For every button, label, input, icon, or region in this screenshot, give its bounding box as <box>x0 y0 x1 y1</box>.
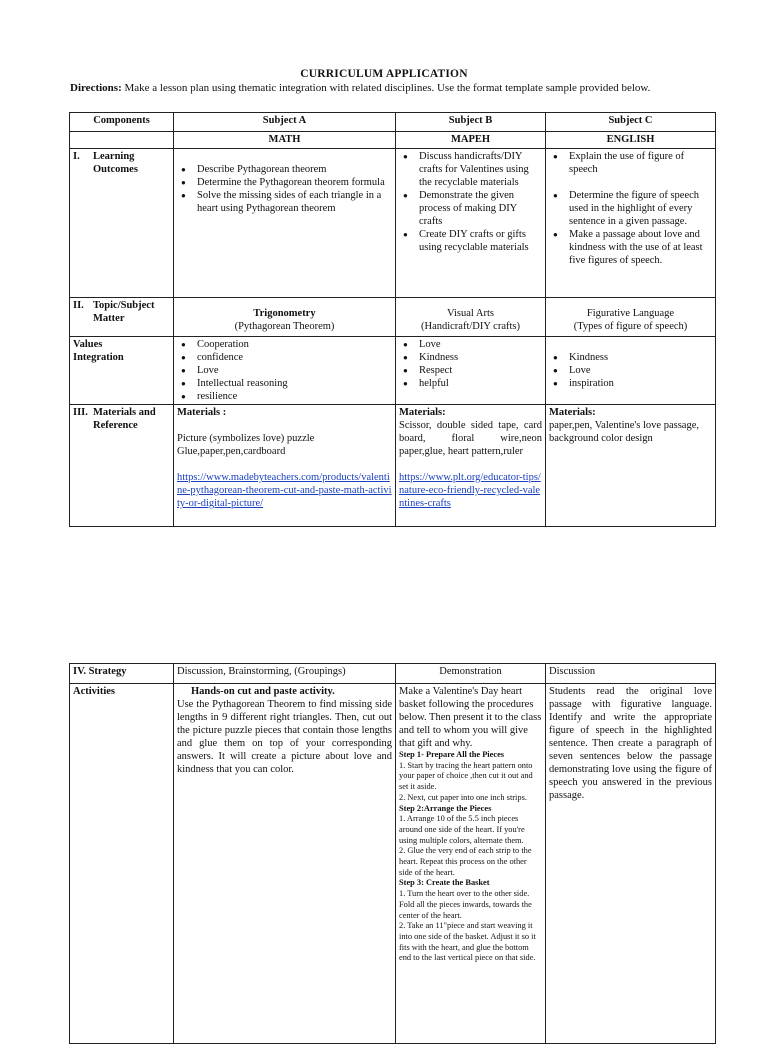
list-item: ● Intellectual reasoning <box>197 377 392 390</box>
activities-mapeh-intro: Make a Valentine's Day heart basket following the procedures below. Then present it to the class and tell to whom you will give that gift and why. <box>399 686 542 749</box>
activities-english <box>546 684 716 1044</box>
materials-math <box>174 405 396 527</box>
topic-math <box>174 298 396 337</box>
materials-english <box>546 405 716 527</box>
topic-mapeh-title: Visual Arts <box>447 308 494 319</box>
activities-math-heading: Hands-on cut and paste activity. <box>191 686 335 697</box>
subject-b-name: MAPEH <box>396 132 546 149</box>
activities-mapeh-steps <box>399 750 542 964</box>
list-item: ● inspiration <box>569 377 712 390</box>
step-heading: Step 3: Create the Basket <box>399 878 490 888</box>
subject-a-name: MATH <box>174 132 396 149</box>
directions-label: Directions: <box>70 82 122 94</box>
topic-english <box>546 298 716 337</box>
step-text: 1. Turn the heart over to the other side. Fold all the pieces inwards, towards the center of the heart. <box>399 889 532 920</box>
outcomes-mapeh-list <box>399 150 542 254</box>
values-english <box>546 337 716 405</box>
list-item: ● Discuss handicrafts/DIY crafts for Valentines using the recyclable materials <box>419 150 542 189</box>
header-subject-a: Subject A <box>174 113 396 132</box>
list-item: ● resilience <box>197 390 392 403</box>
list-item: ● Determine the figure of speech used in the highlight of every sentence in a given passage. <box>569 189 712 228</box>
strategy-mapeh: Demonstration <box>396 664 546 684</box>
materials-math-text-1: Picture (symbolizes love) puzzle <box>177 433 315 444</box>
document-title: CURRICULUM APPLICATION <box>300 68 468 80</box>
outcomes-english <box>546 149 716 298</box>
list-item: ● Love <box>197 364 392 377</box>
materials-mapeh-text: Scissor, double sided tape, card board, floral wire,neon paper,glue, heart pattern,ruler <box>399 420 542 457</box>
topic-mapeh-subtitle: (Handicraft/DIY crafts) <box>420 321 521 332</box>
activities-math-text: Use the Pythagorean Theorem to find missing side lengths in 9 different right triangles. Then, cut out the picture puzzle pieces that contain those lengths and glue them on top of your corresponding answers. It will create a picture about love and kindness that you can color. <box>177 699 392 775</box>
materials-mapeh-heading: Materials: <box>399 407 446 418</box>
values-mapeh-list <box>399 338 542 390</box>
values-math <box>174 337 396 405</box>
topic-mapeh <box>396 298 546 337</box>
step-text: 2. Glue the very end of each strip to the heart. Repeat this process on the other side of the heart. <box>399 846 532 877</box>
header-subject-b: Subject B <box>396 113 546 132</box>
row-label-strategy: IV. Strategy <box>70 664 174 684</box>
list-item: ● Kindness <box>569 351 712 364</box>
values-mapeh <box>396 337 546 405</box>
list-item: ● Cooperation <box>197 338 392 351</box>
list-item: ● Create DIY crafts or gifts using recyclable materials <box>419 228 542 254</box>
values-math-list <box>177 338 392 403</box>
activities-mapeh <box>396 684 546 1044</box>
row-label-activities: Activities <box>70 684 174 1044</box>
list-item: ● Explain the use of figure of speech <box>569 150 712 176</box>
list-item: ● Describe Pythagorean theorem <box>197 163 392 176</box>
materials-math-heading: Materials : <box>177 407 227 418</box>
activities-english-text: Students read the original love passage with figurative language. Identify and write the appropriate figure of speech in the highlighted sentence. Then create a paragraph of seven sentences below the passage demonstrating love using the figure of speech you answered in the previous passage. <box>549 686 712 801</box>
materials-math-link[interactable]: https://www.madebyteachers.com/products/valentine-pythagorean-theorem-cut-and-paste-math-activity-or-digital-picture/ <box>177 472 392 509</box>
header-subject-c: Subject C <box>546 113 716 132</box>
topic-english-subtitle: (Types of figure of speech) <box>573 321 688 332</box>
outcomes-english-list-2 <box>549 189 712 267</box>
row-label-values: Values Integration <box>70 337 174 405</box>
topic-math-title: Trigonometry <box>253 308 316 319</box>
step-heading: Step 2:Arrange the Pieces <box>399 803 492 813</box>
step-text: 1. Arrange 10 of the 5.5 inch pieces around one side of the heart. If you're using multiple colors, alternate them. <box>399 814 525 845</box>
list-item: ● helpful <box>419 377 542 390</box>
step-text: 1. Start by tracing the heart pattern onto your paper of choice ,then cut it out and set it aside. <box>399 760 533 792</box>
step-heading: Step 1- Prepare All the Pieces <box>399 750 505 759</box>
list-item: ● Love <box>569 364 712 377</box>
header-blank-cell <box>70 132 174 149</box>
list-item: ● Demonstrate the given process of making DIY crafts <box>419 189 542 228</box>
directions-text: Make a lesson plan using thematic integration with related disciplines. Use the format template sample provided below. <box>121 82 651 94</box>
lesson-plan-table <box>69 112 716 527</box>
materials-english-text: paper,pen, Valentine's love passage, background color design <box>549 420 699 444</box>
topic-english-title: Figurative Language <box>586 308 675 319</box>
values-english-list <box>549 351 712 390</box>
materials-english-heading: Materials: <box>549 407 596 418</box>
list-item: ● Kindness <box>419 351 542 364</box>
list-item: ● Determine the Pythagorean theorem formula <box>197 176 392 189</box>
topic-math-subtitle: (Pythagorean Theorem) <box>234 321 335 332</box>
directions <box>70 82 760 94</box>
activities-math <box>174 684 396 1044</box>
row-label-materials: III. Materials and Reference <box>70 405 174 527</box>
list-item: ● Love <box>419 338 542 351</box>
list-item: ● confidence <box>197 351 392 364</box>
row-label-learning-outcomes: I. Learning Outcomes <box>70 149 174 298</box>
list-item: ● Solve the missing sides of each triangle in a heart using Pythagorean theorem <box>197 189 392 215</box>
subject-c-name: ENGLISH <box>546 132 716 149</box>
strategy-math: Discussion, Brainstorming, (Groupings) <box>174 664 396 684</box>
outcomes-mapeh <box>396 149 546 298</box>
step-text: 2. Take an 11"piece and start weaving it into one side of the basket. Adjust it so it fits with the heart, and glue the bottom end to the last vertical piece on that side. <box>399 921 536 963</box>
outcomes-english-list-1 <box>549 150 712 176</box>
header-components: Components <box>70 113 174 132</box>
list-item: ● Make a passage about love and kindness with the use of at least five figures of speech. <box>569 228 712 267</box>
outcomes-math <box>174 149 396 298</box>
materials-mapeh-link[interactable]: https://www.plt.org/educator-tips/nature-eco-friendly-recycled-valentines-crafts <box>399 472 541 509</box>
strategy-english: Discussion <box>546 664 716 684</box>
step-text: 2. Next, cut paper into one inch strips. <box>399 792 527 802</box>
materials-math-text-2: Glue,paper,pen,cardboard <box>177 446 286 457</box>
lesson-plan-table-continued <box>69 663 716 1044</box>
materials-mapeh <box>396 405 546 527</box>
row-label-topic: II. Topic/Subject Matter <box>70 298 174 337</box>
list-item: ● Respect <box>419 364 542 377</box>
outcomes-math-list <box>177 163 392 215</box>
